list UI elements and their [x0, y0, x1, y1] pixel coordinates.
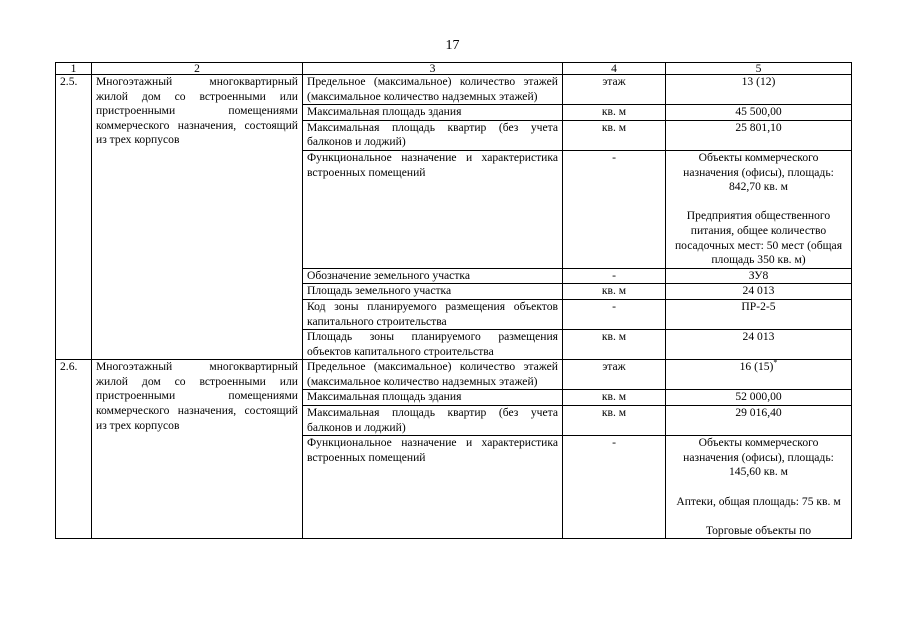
table-header-row — [56, 63, 852, 75]
parameter-unit: кв. м — [563, 120, 666, 150]
parameter-unit: - — [563, 268, 666, 284]
parameter-name: Максимальная площадь здания — [303, 390, 563, 406]
section-number: 2.6. — [56, 360, 92, 539]
parameter-unit: кв. м — [563, 330, 666, 360]
parameter-unit: этаж — [563, 360, 666, 390]
parameter-unit: - — [563, 299, 666, 329]
parameter-value: 13 (12) — [666, 75, 852, 105]
parameter-value: 29 016,40 — [666, 406, 852, 436]
value-part: Аптеки, общая площадь: 75 кв. м — [676, 494, 841, 508]
footnote-mark: * — [773, 358, 778, 368]
column-header: 1 — [56, 63, 92, 75]
parameter-name: Функциональное назначение и характеристика встроенных помещений — [303, 436, 563, 539]
parameter-unit: кв. м — [563, 105, 666, 121]
parameter-value — [666, 150, 852, 268]
parameter-value: 25 801,10 — [666, 120, 852, 150]
parameter-value: ПР-2-5 — [666, 299, 852, 329]
parameter-name: Максимальная площадь здания — [303, 105, 563, 121]
parameter-value: 24 013 — [666, 330, 852, 360]
parameter-name: Предельное (максимальное) количество этажей (максимальное количество надземных этажей) — [303, 360, 563, 390]
parameters-table — [55, 62, 852, 539]
value-part: Предприятия общественного питания, общее количество посадочных мест: 50 мест (общая площадь 350 кв. м) — [674, 209, 843, 267]
value-text: 16 (15) — [739, 360, 774, 374]
column-header: 4 — [563, 63, 666, 75]
object-description: Многоэтажный многоквартирный жилой дом со встроенными или пристроенными помещениями коммерческого назначения, состоящий из трех корпусов — [92, 75, 303, 360]
parameter-value — [666, 436, 852, 539]
section-number: 2.5. — [56, 75, 92, 360]
parameter-name: Максимальная площадь квартир (без учета балконов и лоджий) — [303, 406, 563, 436]
parameter-name: Максимальная площадь квартир (без учета балконов и лоджий) — [303, 120, 563, 150]
parameter-value: 24 013 — [666, 284, 852, 300]
parameter-unit: кв. м — [563, 390, 666, 406]
parameter-value: 52 000,00 — [666, 390, 852, 406]
value-part: Объекты коммерческого назначения (офисы), площадь: 145,60 кв. м — [683, 436, 834, 479]
parameter-name: Код зоны планируемого размещения объектов капитального строительства — [303, 299, 563, 329]
column-header: 3 — [303, 63, 563, 75]
parameter-name: Функциональное назначение и характеристика встроенных помещений — [303, 150, 563, 268]
parameter-unit: кв. м — [563, 406, 666, 436]
parameter-unit: этаж — [563, 75, 666, 105]
parameter-value: ЗУ8 — [666, 268, 852, 284]
parameter-unit: кв. м — [563, 284, 666, 300]
column-header: 2 — [92, 63, 303, 75]
column-header: 5 — [666, 63, 852, 75]
table-row — [56, 360, 852, 390]
parameter-value: 45 500,00 — [666, 105, 852, 121]
object-description: Многоэтажный многоквартирный жилой дом со встроенными или пристроенными помещениями коммерческого назначения, состоящий из трех корпусов — [92, 360, 303, 539]
table-row — [56, 75, 852, 105]
parameter-name: Площадь земельного участка — [303, 284, 563, 300]
parameter-unit: - — [563, 150, 666, 268]
parameter-value — [666, 360, 852, 390]
parameter-name: Площадь зоны планируемого размещения объектов капитального строительства — [303, 330, 563, 360]
page-number: 17 — [445, 38, 460, 53]
parameter-name: Предельное (максимальное) количество этажей (максимальное количество надземных этажей) — [303, 75, 563, 105]
parameter-name: Обозначение земельного участка — [303, 268, 563, 284]
parameter-unit: - — [563, 436, 666, 539]
value-part: Торговые объекты по — [705, 523, 812, 537]
value-part: Объекты коммерческого назначения (офисы), площадь: 842,70 кв. м — [683, 150, 834, 194]
